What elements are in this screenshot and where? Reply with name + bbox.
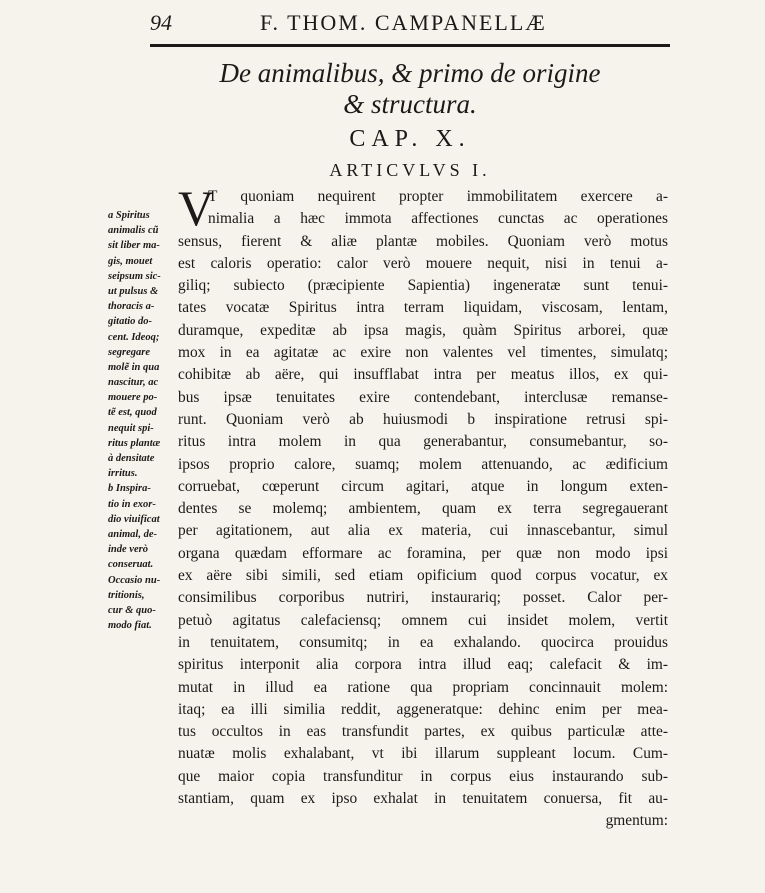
body-line: gmentum: [605,812,668,830]
margin-note-line: tio in exor- [108,498,156,510]
margin-note-line: segregare [108,346,150,358]
body-text [178,180,668,833]
margin-note-line: gis, mouet [108,255,153,267]
margin-note-line: a Spiritus [108,210,150,221]
margin-note-line: thoracis a- [108,301,155,313]
body-line: bus ipsæ tenuitates exire contendebant, interclusæ remanse- [178,388,668,406]
page-number: 94 [150,10,172,35]
margin-note-line: cur & quo- [108,604,156,616]
margin-note-line: ut pulsus & [108,285,159,297]
body-line: T quoniam nequirent propter immobilitatem exercere a- [208,188,668,205]
body-line: nimalia a hæc immota affectiones cunctas ac operationes [208,210,668,228]
margin-note-line: animalis cũ [108,225,159,237]
header-rule [150,44,670,47]
body-line: giliq; subiecto (præcipiente Sapientia) ingeneratæ sunt tenui- [178,277,668,295]
chapter-title [150,58,670,120]
margin-note-line: sit liber ma- [108,240,160,252]
body-line: per agitationem, aut alia ex materia, cui innascebantur, simul [178,522,668,540]
article-heading: ARTICVLVS I. [329,160,491,180]
body-line: stantiam, quam ex ipso exhalat in tenuitatem conuersa, fit au- [178,790,668,808]
margin-note-line: gitatio do- [108,316,153,328]
body-line: cohibitæ ab aëre, qui insufflabat intra per meatus illos, ex qui- [178,366,668,384]
margin-note-line: ritus plantæ [108,437,161,449]
body-line: sensus, fierent & aliæ plantæ mobiles. Quoniam verò motus [178,232,668,250]
page-header [150,4,670,40]
body-line: spiritus interponit alia corpora intra illud eaq; calefacit & im- [178,656,668,674]
body-line: dentes se molemq; ambientem, quam ex terra segregauerant [178,500,668,518]
margin-note-line: seipsum sic- [108,270,161,282]
margin-note-line: nequit spi- [108,422,154,434]
body-line: duramque, expeditæ ab ipsa magis, quàm Spiritus arborei, quæ [178,321,668,339]
body-line: petuò agitatus calefaciensq; omnem cui insidet molem, vertit [178,611,668,629]
margin-note-line: mouere po- [108,392,158,404]
margin-note-line: tritionis, [108,589,145,601]
margin-note-line: nascitur, ac [108,377,159,389]
margin-note-line: cent. Ideoq; [108,331,160,343]
chapter-number: CAP. X. [349,126,471,152]
body-line: ipsos proprio calore, suamq; molem attenuando, ac ædificium [178,455,668,473]
body-line: in tenuitatem, consumitq; in ea exhalando. quocirca prouidus [178,633,668,651]
body-line: itaq; ea illi similia reddit, aggeneratque: dehinc enim per mea- [178,700,668,718]
body-line: ex aëre sibi simili, sed etiam opificium quod corpus vocatur, ex [178,567,668,585]
body-line: ritus intra molem in qua generabantur, consumebantur, so- [178,433,668,451]
margin-notes [108,208,174,633]
margin-note-line: conseruat. [108,559,154,571]
body-line: consimilibus corporibus nutriri, instaurariq; posset. Calor per- [178,589,668,607]
body-line: runt. Quoniam verò ab huiusmodi b inspiratione retrusi spi- [178,410,668,428]
body-line: tates vocatæ Spiritus intra terram liquidam, viscosam, lentam, [178,299,668,317]
body-line: corruebat, cœperunt circum agitari, atque in longum exten- [178,477,668,495]
margin-note-line: molẽ in qua [108,361,160,373]
margin-note-line: animal, de- [108,528,157,540]
margin-note-line: irritus. [108,468,138,480]
body-line: est caloris operatio: calor verò mouere nequit, nisi in tenui a- [178,254,668,272]
body-line: tus occultos in eas transfundit partes, ex quibus particulæ atte- [178,723,668,741]
margin-note-line: dio viuificat [108,513,160,525]
margin-note-line: inde verò [108,544,148,556]
title-line-2: & structura. [343,89,477,119]
body-line: mox in ea agitatæ ac exire non valentes vel timentes, simulatq; [178,344,668,362]
margin-note-line: modo fiat. [108,620,152,632]
body-line: organa quædam efformare ac foramina, per quæ non modo ipsi [178,544,668,562]
body-line: mutat in illud ea ratione qua propriam concinnauit molem: [178,678,668,696]
body-line: nuatæ molis exhalabant, vt ibi illarum suppleant locum. Cum- [178,745,668,763]
margin-note-line: tẽ est, quod [108,407,157,419]
margin-note-line: b Inspira- [108,483,151,495]
title-line-1: De animalibus, & primo de origine [219,58,601,88]
margin-note-line: à densitate [108,453,155,464]
margin-note-line: Occasio nu- [108,574,161,586]
drop-cap: V [178,180,215,236]
body-line: que maior copia transfunditur in corpus eius instaurando sub- [178,767,668,785]
running-head: F. THOM. CAMPANELLÆ [260,10,547,35]
